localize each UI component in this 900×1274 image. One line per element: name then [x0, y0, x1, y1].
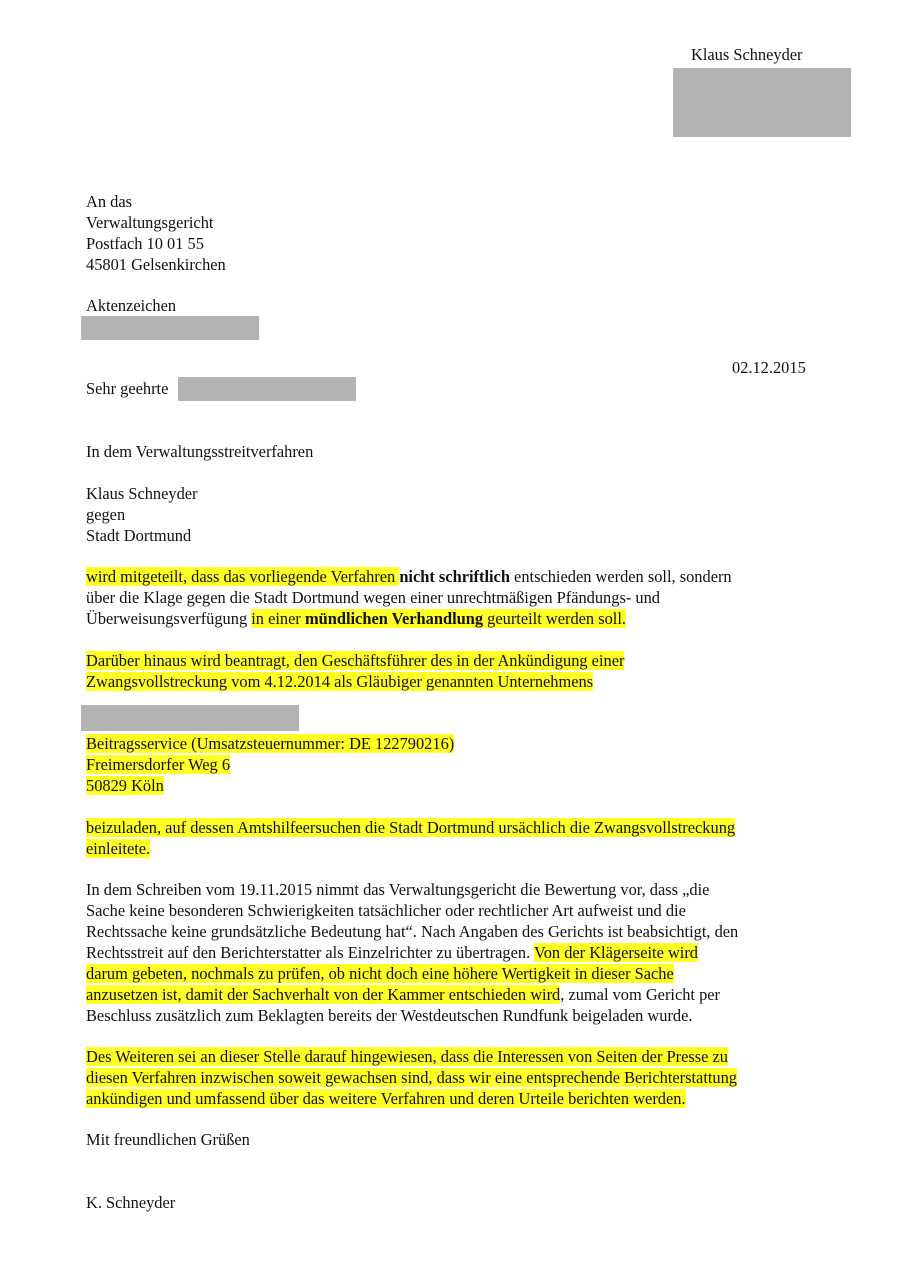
recipient-line: An das: [86, 192, 132, 211]
paragraph-summon: beizuladen, auf dessen Amtshilfeersuchen die Stadt Dortmund ursächlich die Zwangsvollstreckung einleitete.: [86, 818, 736, 858]
plaintiff: Klaus Schneyder: [86, 484, 198, 503]
closing: Mit freundlichen Grüßen: [86, 1130, 250, 1149]
paragraph-request: Darüber hinaus wird beantragt, den Geschäftsführer des in der Ankündigung einer Zwangsvollstreckung vom 4.12.2014 als Gläubiger genannten Unternehmens: [86, 651, 625, 691]
case-intro: In dem Verwaltungsstreitverfahren: [86, 442, 314, 461]
defendant: Stadt Dortmund: [86, 526, 192, 545]
recipient-line: Verwaltungsgericht: [86, 213, 214, 232]
redacted-sender-address: [673, 68, 851, 137]
sender-name: Klaus Schneyder: [691, 45, 803, 64]
redacted-salutation-name: [178, 377, 356, 401]
creditor-address: Beitragsservice (Umsatzsteuernummer: DE 122790216) Freimersdorfer Weg 6 50829 Köln: [86, 734, 455, 795]
file-reference-label: Aktenzeichen: [86, 296, 177, 315]
recipient-line: 45801 Gelsenkirchen: [86, 255, 226, 274]
case-parties: [86, 483, 826, 546]
redacted-file-reference: [81, 316, 259, 340]
letter-date: 02.12.2015: [732, 358, 806, 377]
paragraph-court-letter: In dem Schreiben vom 19.11.2015 nimmt das Verwaltungsgericht die Bewertung vor, dass „die Sache keine besonderen Schwierigkeiten tatsächlicher oder rechtlicher Art aufweist und die Rechtssache keine grundsätzliche Bedeutung hat“. Nach Angaben des Gerichts ist beabsichtigt, den Rechtsstreit auf den Berichterstatter als Einzelrichter zu übertragen. Von der Klägerseite wird darum gebeten, nochmals zu prüfen, ob nicht doch eine höhere Wertigkeit in dieser Sache anzusetzen ist, damit der Sachverhalt von der Kammer entschieden wird, zumal vom Gericht per Beschluss zusätzlich zum Beklagten bereits der Westdeutschen Rundfunk beigeladen wurde.: [86, 880, 739, 1025]
signature: K. Schneyder: [86, 1193, 176, 1212]
recipient-address: [86, 191, 826, 275]
salutation: Sehr geehrte: [86, 379, 169, 398]
recipient-line: Postfach 10 01 55: [86, 234, 204, 253]
versus: gegen: [86, 505, 126, 524]
paragraph-oral-hearing: wird mitgeteilt, dass das vorliegende Verfahren nicht schriftlich entschieden werden soll, sondern über die Klage gegen die Stadt Dortmund wegen einer unrechtmäßigen Pfändungs- und Überweisungsverfügung in einer mündlichen Verhandlung geurteilt werden soll.: [86, 567, 732, 628]
paragraph-press: Des Weiteren sei an dieser Stelle darauf hingewiesen, dass die Interessen von Seiten der Presse zu diesen Verfahren inzwischen soweit gewachsen sind, dass wir eine entsprechende Berichterstattung ankündigen und umfassend über das weitere Verfahren und deren Urteile berichten werden.: [86, 1047, 738, 1108]
redacted-creditor-name: [81, 705, 299, 731]
